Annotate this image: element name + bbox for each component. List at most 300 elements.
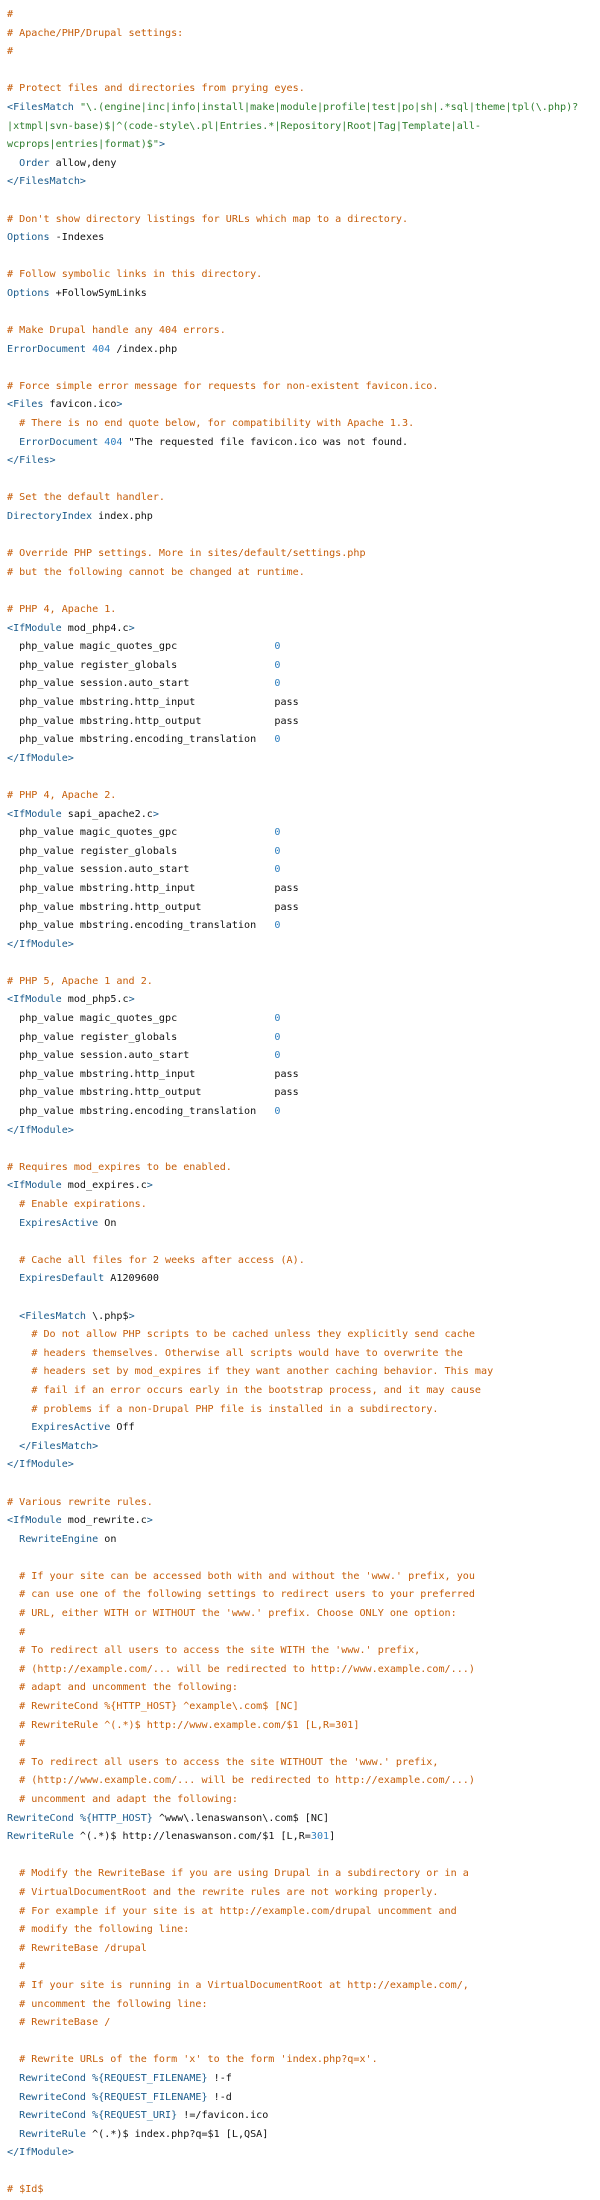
code-line — [7, 880, 593, 899]
code-line — [7, 638, 593, 657]
code-line — [7, 1029, 593, 1048]
directive-token: </IfModule> — [7, 752, 74, 764]
text-token: ] — [329, 1831, 336, 1843]
code-line — [7, 1047, 593, 1066]
text-token — [7, 437, 19, 448]
code-line — [7, 657, 593, 676]
text-token — [7, 1422, 31, 1433]
code-line — [7, 248, 593, 267]
directive-token: ErrorDocument — [7, 343, 87, 355]
code-line — [7, 1958, 593, 1977]
directive-token: Options — [7, 287, 50, 299]
comment-token: # PHP 4, Apache 1. — [7, 604, 117, 615]
code-line — [7, 2014, 593, 2033]
code-line — [7, 1903, 593, 1922]
comment-token: # — [19, 1961, 26, 1973]
directive-token: </IfModule> — [7, 938, 74, 950]
code-line — [7, 1140, 593, 1159]
code-line — [7, 322, 593, 341]
comment-token: # Modify the RewriteBase if you are using Drupal in a subdirectory or in a — [19, 1868, 469, 1880]
number-token: 0 — [274, 845, 281, 857]
htaccess-code-listing — [7, 6, 593, 2200]
code-line — [7, 1605, 593, 1624]
directive-token: <IfModule — [7, 1180, 62, 1192]
code-line — [7, 527, 593, 546]
directive-token: </IfModule> — [7, 2147, 74, 2159]
text-token: sapi_apache2.c — [61, 808, 153, 820]
directive-token: ExpiresDefault — [19, 1273, 105, 1285]
text-token — [7, 1906, 19, 1917]
code-line — [7, 1735, 593, 1754]
code-line — [7, 1010, 593, 1029]
text-token: !=/favicon.ico — [177, 2110, 269, 2122]
code-line — [7, 25, 593, 44]
directive-token: <FilesMatch — [7, 101, 74, 113]
text-token: php_value magic_quotes_gpc — [7, 641, 275, 653]
code-line — [7, 1531, 593, 1550]
text-token — [7, 1887, 19, 1898]
code-line — [7, 1475, 593, 1494]
code-line — [7, 434, 593, 453]
code-line — [7, 1810, 593, 1829]
code-line — [7, 954, 593, 973]
code-line — [7, 2070, 593, 2089]
comment-token: # Set the default handler. — [7, 492, 166, 504]
comment-token: # URL, either WITH or WITHOUT the 'www.' prefix. Choose ONLY one option: — [19, 1608, 457, 1620]
code-line — [7, 694, 593, 713]
directive-token: RewriteRule — [19, 2128, 87, 2140]
code-line — [7, 6, 593, 25]
code-line — [7, 1940, 593, 1959]
comment-token: # Various rewrite rules. — [7, 1496, 153, 1508]
comment-token: # There is no end quote below, for compatibility with Apache 1.3. — [19, 418, 415, 430]
code-line — [7, 731, 593, 750]
code-line — [7, 1215, 593, 1234]
text-token: ^(.*)$ index.php?q=$1 [L,QSA] — [86, 2128, 269, 2140]
number-token: 0 — [274, 659, 281, 671]
text-token — [7, 1924, 19, 1935]
directive-token: <IfModule — [7, 622, 62, 634]
directive-token: %{REQUEST_FILENAME} — [92, 2091, 208, 2103]
number-token: 0 — [274, 1106, 281, 1118]
text-token: php_value magic_quotes_gpc — [7, 827, 275, 839]
code-line — [7, 1438, 593, 1457]
code-line — [7, 936, 593, 955]
text-token — [7, 2092, 19, 2103]
code-line — [7, 564, 593, 583]
directive-token: RewriteEngine — [19, 1533, 99, 1545]
directive-token: DirectoryIndex — [7, 511, 93, 523]
code-line — [7, 601, 593, 620]
directive-token: Order — [19, 157, 50, 169]
directive-token: </IfModule> — [7, 1459, 74, 1471]
text-token — [7, 1664, 19, 1675]
code-line — [7, 824, 593, 843]
text-token: php_value register_globals — [7, 1031, 275, 1043]
comment-token: # Override PHP settings. More in sites/default/settings.php — [7, 548, 366, 560]
code-line — [7, 1177, 593, 1196]
comment-token: # modify the following line: — [19, 1924, 190, 1936]
comment-token: # If your site is running in a VirtualDocumentRoot at http://example.com/, — [19, 1979, 469, 1991]
code-line — [7, 1921, 593, 1940]
code-line — [7, 2051, 593, 2070]
comment-token: # For example if your site is at http://example.com/drupal uncomment and — [19, 1905, 457, 1917]
code-line — [7, 1159, 593, 1178]
comment-token: # Make Drupal handle any 404 errors. — [7, 325, 226, 337]
text-token: mod_php4.c — [61, 622, 129, 634]
code-line — [7, 1717, 593, 1736]
comment-token: # If your site can be accessed both with and without the 'www.' prefix, you — [19, 1570, 475, 1582]
comment-token: # Do not allow PHP scripts to be cached unless they explicitly send cache — [31, 1329, 475, 1341]
text-token — [7, 1961, 19, 1972]
directive-token: %{REQUEST_URI} — [92, 2110, 178, 2122]
text-token — [7, 1589, 19, 1600]
directive-token: Options — [7, 232, 50, 244]
code-line — [7, 1289, 593, 1308]
directive-token: <FilesMatch — [19, 1310, 87, 1322]
directive-token: > — [146, 1515, 153, 1527]
text-token — [7, 1627, 19, 1638]
code-line — [7, 1642, 593, 1661]
directive-token: > — [116, 399, 123, 411]
code-line — [7, 545, 593, 564]
text-token: +FollowSymLinks — [49, 287, 147, 299]
code-line — [7, 806, 593, 825]
code-line — [7, 155, 593, 174]
comment-token: # RewriteBase /drupal — [19, 1942, 147, 1954]
comment-token: # (http://www.example.com/... will be redirected to http://example.com/...) — [19, 1775, 475, 1787]
code-line — [7, 1456, 593, 1475]
code-line — [7, 861, 593, 880]
text-token: ^(.*)$ http://lenaswanson.com/$1 [L,R= — [73, 1831, 311, 1843]
code-line — [7, 80, 593, 99]
comment-token: # VirtualDocumentRoot and the rewrite rules are not working properly. — [19, 1886, 439, 1898]
code-line — [7, 489, 593, 508]
comment-token: # — [19, 1738, 26, 1750]
code-line — [7, 285, 593, 304]
text-token — [7, 2054, 19, 2065]
directive-token: </IfModule> — [7, 1124, 74, 1136]
code-line — [7, 991, 593, 1010]
text-token — [7, 1255, 19, 1266]
number-token: 0 — [274, 920, 281, 932]
text-token: index.php — [92, 511, 153, 523]
directive-token: RewriteRule — [7, 1831, 74, 1843]
text-token — [7, 1441, 19, 1452]
text-token: php_value mbstring.http_input pass — [7, 1068, 299, 1080]
text-token: ^www\.lenaswanson\.com$ [NC] — [152, 1812, 330, 1824]
comment-token: # Apache/PHP/Drupal settings: — [7, 27, 184, 39]
code-line — [7, 1382, 593, 1401]
code-line — [7, 1401, 593, 1420]
code-line — [7, 787, 593, 806]
text-token: allow,deny — [49, 157, 117, 169]
comment-token: # Enable expirations. — [19, 1199, 147, 1210]
text-token: mod_php5.c — [61, 994, 129, 1006]
number-token: 0 — [274, 1013, 281, 1025]
code-line — [7, 415, 593, 434]
directive-token: RewriteCond — [19, 2110, 87, 2122]
directive-token: > — [146, 1180, 153, 1192]
comment-token: # can use one of the following settings to redirect users to your preferred — [19, 1589, 475, 1601]
code-line — [7, 1661, 593, 1680]
code-line — [7, 341, 593, 360]
comment-token: # RewriteCond %{HTTP_HOST} ^example\.com$ [NC] — [19, 1701, 299, 1713]
directive-token: </Files> — [7, 455, 56, 467]
code-line — [7, 1308, 593, 1327]
code-line — [7, 2107, 593, 2126]
comment-token: # PHP 4, Apache 2. — [7, 789, 117, 801]
comment-token: # To redirect all users to access the site WITH the 'www.' prefix, — [19, 1645, 421, 1657]
code-line — [7, 229, 593, 248]
code-line — [7, 359, 593, 378]
directive-token: RewriteCond — [7, 1812, 74, 1824]
code-line — [7, 62, 593, 81]
text-token: mod_rewrite.c — [61, 1515, 147, 1527]
directive-token: > — [128, 1310, 135, 1322]
text-token: favicon.ico — [43, 399, 117, 411]
text-token — [7, 1980, 19, 1991]
code-line — [7, 1549, 593, 1568]
code-line — [7, 1066, 593, 1085]
comment-token: # Protect files and directories from prying eyes. — [7, 83, 305, 95]
comment-token: # adapt and uncomment the following: — [19, 1682, 238, 1694]
code-line — [7, 1084, 593, 1103]
code-line — [7, 1270, 593, 1289]
code-line — [7, 1252, 593, 1271]
text-token — [7, 158, 19, 169]
code-line — [7, 1624, 593, 1643]
directive-token: > — [158, 139, 166, 151]
text-token: php_value session.auto_start — [7, 864, 275, 876]
code-line — [7, 378, 593, 397]
text-token: php_value mbstring.http_output pass — [7, 715, 299, 727]
code-line — [7, 843, 593, 862]
comment-token: # — [19, 1626, 26, 1638]
code-line — [7, 1122, 593, 1141]
text-token: php_value mbstring.http_input pass — [7, 882, 299, 894]
directive-token: RewriteCond — [19, 2091, 87, 2103]
text-token — [7, 1738, 19, 1749]
code-line — [7, 2144, 593, 2163]
text-token: php_value register_globals — [7, 845, 275, 857]
code-line — [7, 2163, 593, 2182]
number-token: 0 — [274, 1050, 281, 1062]
code-line — [7, 1103, 593, 1122]
comment-token: # Cache all files for 2 weeks after access (A). — [19, 1254, 305, 1266]
text-token: php_value mbstring.encoding_translation — [7, 1106, 275, 1118]
code-line — [7, 1196, 593, 1215]
directive-token: <IfModule — [7, 808, 62, 820]
comment-token: # uncomment and adapt the following: — [19, 1794, 238, 1805]
text-token: !-d — [207, 2091, 232, 2103]
text-token: php_value mbstring.http_output pass — [7, 901, 299, 913]
code-line — [7, 118, 593, 137]
text-token — [7, 1794, 19, 1805]
code-line — [7, 1512, 593, 1531]
text-token — [7, 1404, 31, 1415]
text-token — [7, 1868, 19, 1879]
number-token: 0 — [274, 827, 281, 839]
code-line — [7, 136, 593, 155]
text-token: php_value mbstring.http_output pass — [7, 1087, 299, 1099]
comment-token: # headers themselves. Otherwise all scripts would have to overwrite the — [31, 1347, 463, 1359]
directive-token: %{HTTP_HOST} — [79, 1812, 153, 1824]
number-token: 404 — [92, 343, 111, 355]
number-token: 0 — [274, 864, 281, 876]
text-token — [7, 1571, 19, 1582]
text-token — [7, 1645, 19, 1656]
text-token — [7, 1273, 19, 1284]
code-line — [7, 1791, 593, 1810]
text-token — [7, 1534, 19, 1545]
code-line — [7, 1772, 593, 1791]
code-line — [7, 173, 593, 192]
text-token: php_value session.auto_start — [7, 1050, 275, 1062]
text-token: php_value mbstring.encoding_translation — [7, 734, 275, 746]
text-token: -Indexes — [49, 232, 105, 244]
code-line — [7, 750, 593, 769]
comment-token: # RewriteBase / — [19, 2017, 111, 2029]
text-token: on — [98, 1533, 117, 1545]
code-line — [7, 1828, 593, 1847]
comment-token: # fail if an error occurs early in the bootstrap process, and it may cause — [31, 1384, 482, 1396]
code-line — [7, 1698, 593, 1717]
directive-token: ExpiresActive — [19, 1217, 99, 1229]
comment-token: # headers set by mod_expires if they want another caching behavior. This may — [31, 1366, 494, 1378]
directive-token: </FilesMatch> — [7, 176, 87, 188]
code-line — [7, 1884, 593, 1903]
text-token: mod_expires.c — [61, 1180, 147, 1192]
text-token — [7, 1757, 19, 1768]
text-token: /index.php — [110, 343, 178, 355]
text-token — [7, 2129, 19, 2140]
code-line — [7, 1586, 593, 1605]
text-token — [7, 2017, 19, 2028]
directive-token: ExpiresActive — [31, 1422, 111, 1434]
code-line — [7, 266, 593, 285]
directive-token: RewriteCond — [19, 2072, 87, 2084]
text-token — [7, 1701, 19, 1712]
comment-token: # — [7, 9, 14, 20]
code-line — [7, 1233, 593, 1252]
directive-token: > — [128, 994, 135, 1006]
code-line — [7, 899, 593, 918]
directive-token: %{REQUEST_FILENAME} — [92, 2072, 208, 2084]
directive-token: <IfModule — [7, 1515, 62, 1527]
text-token — [7, 1999, 19, 2010]
directive-token: > — [128, 622, 135, 634]
text-token — [7, 2110, 19, 2121]
string-token: |xtmpl|svn-base)$|^(code-style\.pl|Entries.*|Repository|Root|Tag|Template|all- — [7, 120, 482, 132]
number-token: 0 — [274, 734, 281, 746]
text-token — [7, 1348, 31, 1359]
text-token: Off — [110, 1422, 135, 1434]
text-token: php_value mbstring.http_input pass — [7, 696, 299, 708]
text-token — [7, 1366, 31, 1377]
directive-token: </FilesMatch> — [19, 1440, 99, 1452]
directive-token: <Files — [7, 399, 44, 411]
code-line — [7, 1679, 593, 1698]
code-line — [7, 620, 593, 639]
comment-token: # (http://example.com/... will be redirected to http://www.example.com/...) — [19, 1663, 475, 1675]
text-token: A1209600 — [104, 1273, 159, 1285]
comment-token: # To redirect all users to access the site WITHOUT the 'www.' prefix, — [19, 1756, 439, 1768]
number-token: 0 — [274, 641, 281, 653]
code-line — [7, 1494, 593, 1513]
directive-token: > — [152, 808, 159, 820]
code-line — [7, 471, 593, 490]
text-token — [7, 1329, 31, 1340]
code-line — [7, 2089, 593, 2108]
code-line — [7, 452, 593, 471]
comment-token: # Requires mod_expires to be enabled. — [7, 1161, 232, 1173]
comment-token: # problems if a non-Drupal PHP file is installed in a subdirectory. — [31, 1403, 439, 1415]
text-token — [7, 1682, 19, 1693]
code-line — [7, 1363, 593, 1382]
code-line — [7, 2126, 593, 2145]
code-line — [7, 1865, 593, 1884]
text-token — [7, 1218, 19, 1229]
code-line — [7, 1847, 593, 1866]
code-line — [7, 713, 593, 732]
comment-token: # PHP 5, Apache 1 and 2. — [7, 975, 153, 987]
code-line — [7, 1996, 593, 2015]
comment-token: # — [7, 46, 14, 58]
code-line — [7, 1326, 593, 1345]
number-token: 404 — [104, 436, 123, 448]
code-line — [7, 1568, 593, 1587]
code-line — [7, 1345, 593, 1364]
comment-token: # Rewrite URLs of the form 'x' to the form 'index.php?q=x'. — [19, 2054, 378, 2066]
text-token: \.php$ — [86, 1310, 129, 1322]
text-token — [7, 1943, 19, 1954]
text-token — [7, 1775, 19, 1786]
string-token: wcprops|entries|format)$" — [7, 139, 159, 151]
code-line — [7, 192, 593, 211]
code-line — [7, 508, 593, 527]
number-token: 0 — [274, 678, 281, 690]
directive-token: ErrorDocument — [19, 436, 99, 448]
text-token — [7, 1385, 31, 1396]
code-line — [7, 675, 593, 694]
code-line — [7, 917, 593, 936]
text-token — [7, 1199, 19, 1210]
text-token — [7, 1311, 19, 1322]
comment-token: # Follow symbolic links in this directory. — [7, 269, 263, 281]
comment-token: # Don't show directory listings for URLs which map to a directory. — [7, 213, 409, 225]
number-token: 0 — [274, 1031, 281, 1043]
text-token: php_value session.auto_start — [7, 678, 275, 690]
code-line — [7, 973, 593, 992]
text-token: php_value register_globals — [7, 659, 275, 671]
string-token: "\.(engine|inc|info|install|make|module|profile|test|po|sh|.*sql|theme|tpl(\.php)? — [79, 101, 579, 113]
comment-token: # uncomment the following line: — [19, 1998, 208, 2010]
comment-token: # $Id$ — [7, 2184, 44, 2196]
number-token: 301 — [310, 1831, 330, 1843]
code-line — [7, 1977, 593, 1996]
comment-token: # RewriteRule ^(.*)$ http://www.example.com/$1 [L,R=301] — [19, 1719, 360, 1731]
code-line — [7, 768, 593, 787]
code-line — [7, 304, 593, 323]
code-line — [7, 99, 593, 118]
code-line — [7, 2033, 593, 2052]
text-token: On — [98, 1217, 117, 1229]
comment-token: # Force simple error message for requests for non-existent favicon.ico. — [7, 380, 439, 392]
code-line — [7, 396, 593, 415]
code-line — [7, 2181, 593, 2200]
text-token — [7, 1720, 19, 1731]
